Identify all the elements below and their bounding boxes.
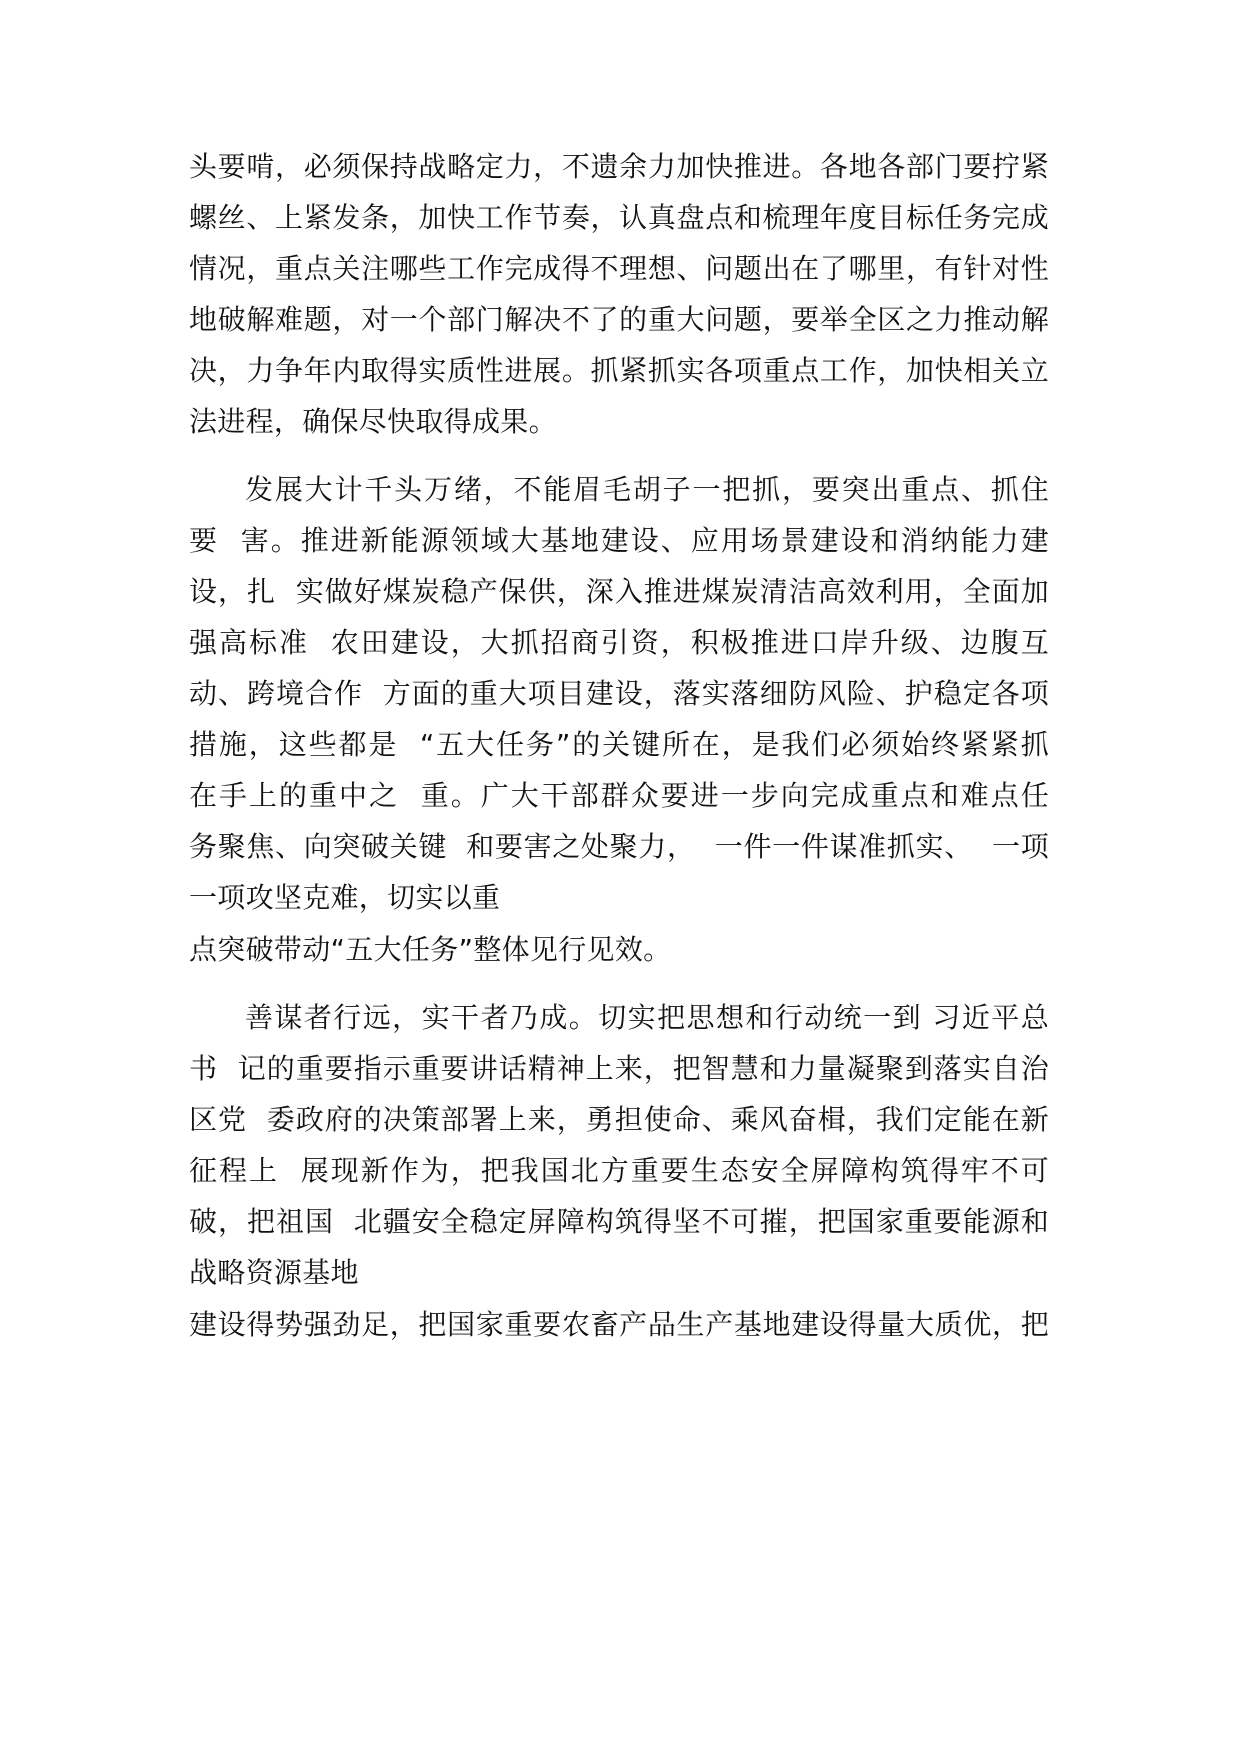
text-line: 建设得势强劲足，把国家重要农畜产品生产基地建设得量大质优，把: [189, 1308, 1049, 1341]
text-line: 战略资源基地: [189, 1256, 359, 1289]
text-line: 征程上 展现新作为，把我国北方重要生态安全屏障构筑得牢不可: [189, 1154, 1049, 1187]
text-line: 地破解难题，对一个部门解决不了的重大问题，要举全区之力推动解: [189, 303, 1049, 336]
text-line: 法进程，确保尽快取得成果。: [189, 405, 557, 438]
text-line: 书 记的重要指示重要讲话精神上来，把智慧和力量凝聚到落实自治: [189, 1052, 1049, 1085]
text-line: 决，力争年内取得实质性进展。抓紧抓实各项重点工作，加快相关立: [189, 354, 1049, 387]
text-line: 螺丝、上紧发条，加快工作节奏，认真盘点和梳理年度目标任务完成: [189, 201, 1049, 234]
text-line: 区党 委政府的决策部署上来，勇担使命、乘风奋楫，我们定能在新: [189, 1103, 1049, 1136]
text-line: 点突破带动“五大任务”整体见行见效。: [189, 933, 672, 966]
text-line: 破，把祖国 北疆安全稳定屏障构筑得坚不可摧，把国家重要能源和: [189, 1205, 1049, 1238]
text-line: 发展大计千头万绪，不能眉毛胡子一把抓，要突出重点、抓住: [245, 473, 1049, 506]
text-line: 要 害。推进新能源领域大基地建设、应用场景建设和消纳能力建: [189, 524, 1049, 557]
text-line: 设，扎 实做好煤炭稳产保供，深入推进煤炭清洁高效利用，全面加: [189, 575, 1049, 608]
text-line: 善谋者行远，实干者乃成。切实把思想和行动统一到 习近平总: [245, 1001, 1049, 1034]
text-line: 动、跨境合作 方面的重大项目建设，落实落细防风险、护稳定各项: [189, 677, 1049, 710]
text-line: 措施，这些都是 “五大任务”的关键所在，是我们必须始终紧紧抓: [189, 728, 1049, 761]
text-line: 务聚焦、向突破关键 和要害之处聚力， 一件一件谋准抓实、 一项: [189, 830, 1049, 863]
text-line: 一项攻坚克难，切实以重: [189, 881, 501, 914]
text-line: 在手上的重中之 重。广大干部群众要进一步向完成重点和难点任: [189, 779, 1049, 812]
text-line: 头要啃，必须保持战略定力，不遗余力加快推进。各地各部门要拧紧: [189, 150, 1049, 183]
text-line: 情况，重点关注哪些工作完成得不理想、问题出在了哪里，有针对性: [189, 252, 1049, 285]
text-line: 强高标准 农田建设，大抓招商引资，积极推进口岸升级、边腹互: [189, 626, 1049, 659]
